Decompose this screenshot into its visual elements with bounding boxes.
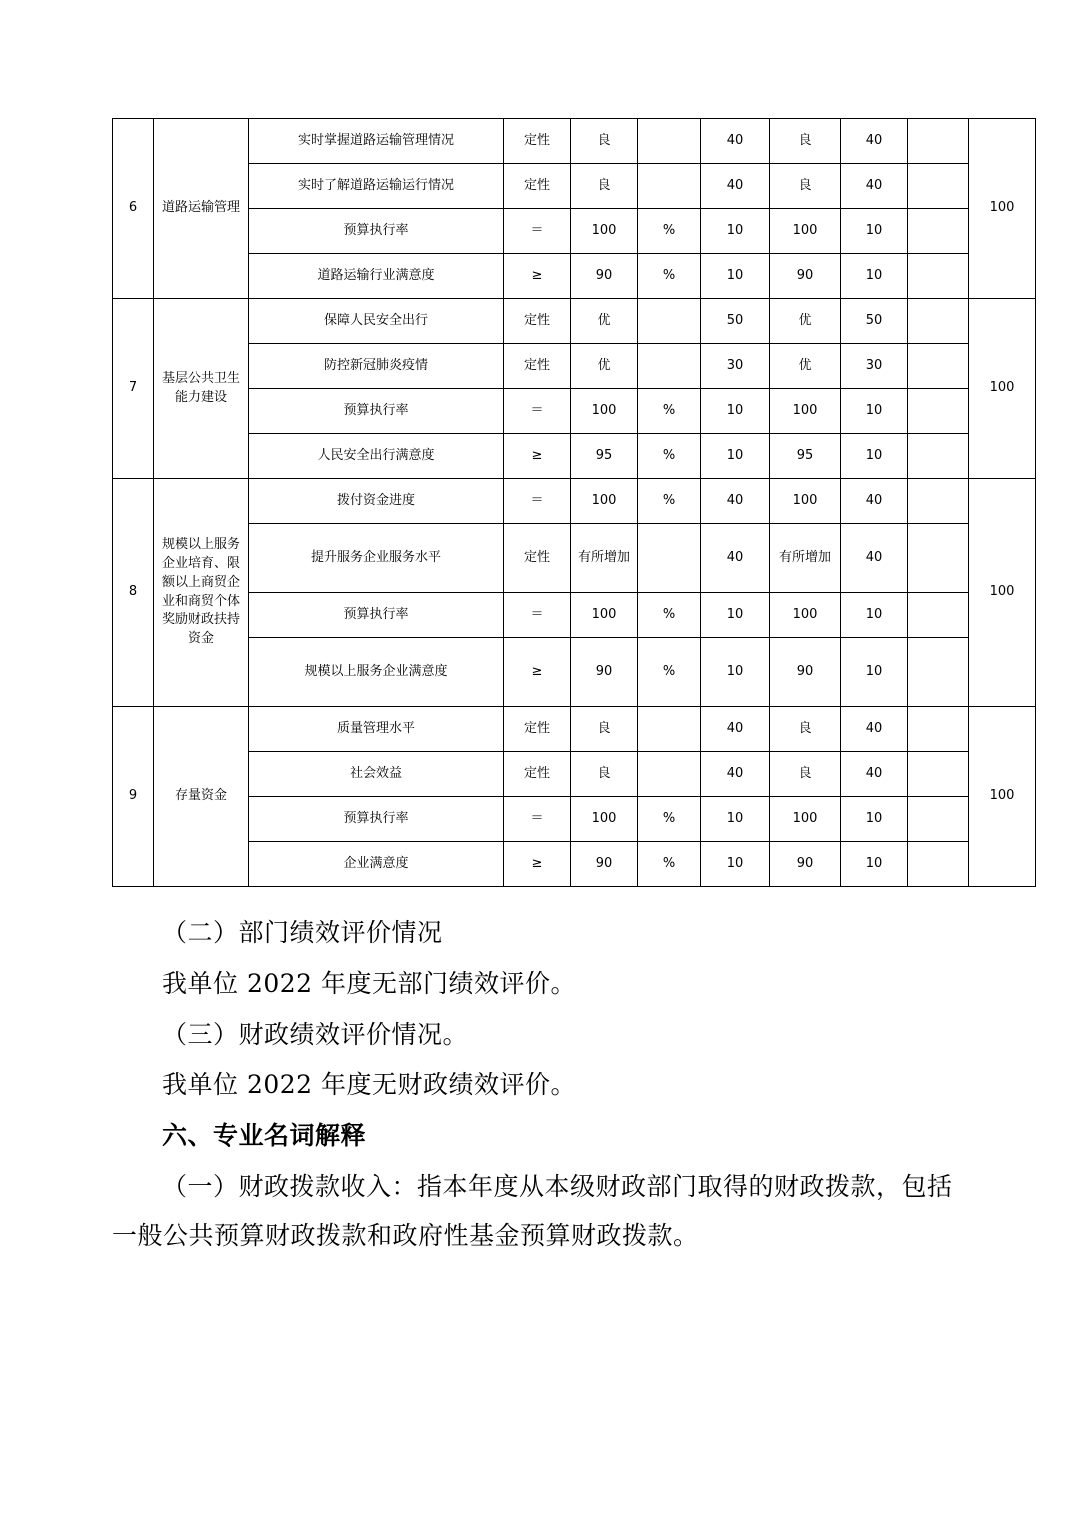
indicator-actual: 100 (770, 797, 841, 842)
project-name: 规模以上服务企业培育、限额以上商贸企业和商贸个体奖励财政扶持资金 (154, 479, 249, 707)
indicator-name: 人民安全出行满意度 (249, 434, 504, 479)
indicator-remark (908, 797, 969, 842)
indicator-target: 优 (571, 344, 638, 389)
indicator-unit (638, 752, 701, 797)
indicator-actual: 优 (770, 344, 841, 389)
indicator-unit (638, 299, 701, 344)
indicator-type: 定性 (504, 524, 571, 593)
indicator-actual: 90 (770, 254, 841, 299)
indicator-name: 规模以上服务企业满意度 (249, 638, 504, 707)
indicator-target: 95 (571, 434, 638, 479)
indicator-unit: % (638, 209, 701, 254)
indicator-actual: 90 (770, 638, 841, 707)
table-row (113, 524, 1036, 593)
indicator-unit: % (638, 593, 701, 638)
indicator-actual: 100 (770, 209, 841, 254)
indicator-remark (908, 299, 969, 344)
table-row (113, 638, 1036, 707)
indicator-remark (908, 524, 969, 593)
indicator-unit: % (638, 638, 701, 707)
row-index: 8 (113, 479, 154, 707)
indicator-target: 90 (571, 842, 638, 887)
indicator-name: 防控新冠肺炎疫情 (249, 344, 504, 389)
indicator-unit (638, 524, 701, 593)
indicator-weight: 40 (701, 524, 770, 593)
indicator-remark (908, 344, 969, 389)
indicator-type: ≥ (504, 842, 571, 887)
indicator-unit: % (638, 842, 701, 887)
indicator-type: ＝ (504, 209, 571, 254)
indicator-weight: 10 (701, 842, 770, 887)
indicator-score: 10 (841, 638, 908, 707)
project-total-score: 100 (969, 479, 1036, 707)
indicator-actual: 100 (770, 479, 841, 524)
indicator-actual: 95 (770, 434, 841, 479)
indicator-name: 拨付资金进度 (249, 479, 504, 524)
indicator-score: 10 (841, 797, 908, 842)
row-index: 7 (113, 299, 154, 479)
table-row (113, 752, 1036, 797)
table-row (113, 299, 1036, 344)
indicator-name: 实时掌握道路运输管理情况 (249, 119, 504, 164)
indicator-score: 40 (841, 752, 908, 797)
indicator-target: 100 (571, 479, 638, 524)
indicator-score: 10 (841, 209, 908, 254)
indicator-weight: 10 (701, 638, 770, 707)
indicator-remark (908, 707, 969, 752)
indicator-score: 40 (841, 164, 908, 209)
indicator-type: ＝ (504, 479, 571, 524)
indicator-score: 10 (841, 842, 908, 887)
indicator-type: ＝ (504, 797, 571, 842)
indicator-actual: 良 (770, 119, 841, 164)
indicator-unit: % (638, 479, 701, 524)
indicator-score: 10 (841, 254, 908, 299)
indicator-remark (908, 842, 969, 887)
indicator-weight: 30 (701, 344, 770, 389)
paragraph-dept-eval: 我单位 2022 年度无部门绩效评价。 (162, 968, 577, 998)
indicator-remark (908, 389, 969, 434)
indicator-remark (908, 752, 969, 797)
indicator-name: 社会效益 (249, 752, 504, 797)
indicator-actual: 90 (770, 842, 841, 887)
table-row (113, 119, 1036, 164)
indicator-score: 40 (841, 524, 908, 593)
indicator-remark (908, 164, 969, 209)
indicator-score: 30 (841, 344, 908, 389)
indicator-remark (908, 209, 969, 254)
indicator-weight: 40 (701, 164, 770, 209)
indicator-target: 100 (571, 389, 638, 434)
indicator-type: ＝ (504, 389, 571, 434)
indicator-weight: 10 (701, 254, 770, 299)
performance-indicator-table (112, 118, 1036, 887)
indicator-unit (638, 119, 701, 164)
table-row (113, 797, 1036, 842)
table-row (113, 164, 1036, 209)
indicator-target: 100 (571, 797, 638, 842)
indicator-unit (638, 344, 701, 389)
project-name: 基层公共卫生能力建设 (154, 299, 249, 479)
indicator-score: 40 (841, 119, 908, 164)
indicator-target: 90 (571, 254, 638, 299)
indicator-target: 100 (571, 209, 638, 254)
indicator-unit: % (638, 797, 701, 842)
indicator-name: 预算执行率 (249, 209, 504, 254)
indicator-name: 实时了解道路运输运行情况 (249, 164, 504, 209)
indicator-remark (908, 119, 969, 164)
indicator-remark (908, 638, 969, 707)
indicator-type: ＝ (504, 593, 571, 638)
indicator-actual: 100 (770, 389, 841, 434)
indicator-unit: % (638, 389, 701, 434)
indicator-type: 定性 (504, 119, 571, 164)
indicator-score: 40 (841, 707, 908, 752)
indicator-actual: 有所增加 (770, 524, 841, 593)
indicator-type: 定性 (504, 752, 571, 797)
indicator-target: 良 (571, 119, 638, 164)
table-row (113, 593, 1036, 638)
indicator-target: 优 (571, 299, 638, 344)
body-text-block (112, 909, 962, 1260)
indicator-remark (908, 434, 969, 479)
project-total-score: 100 (969, 119, 1036, 299)
indicator-type: 定性 (504, 707, 571, 752)
indicator-weight: 10 (701, 389, 770, 434)
indicator-type: ≥ (504, 254, 571, 299)
indicator-weight: 40 (701, 479, 770, 524)
project-total-score: 100 (969, 299, 1036, 479)
indicator-weight: 10 (701, 797, 770, 842)
table-row (113, 479, 1036, 524)
indicator-name: 保障人民安全出行 (249, 299, 504, 344)
indicator-type: 定性 (504, 164, 571, 209)
indicator-actual: 优 (770, 299, 841, 344)
indicator-remark (908, 479, 969, 524)
indicator-score: 50 (841, 299, 908, 344)
indicator-weight: 10 (701, 593, 770, 638)
project-name: 存量资金 (154, 707, 249, 887)
indicator-weight: 10 (701, 434, 770, 479)
table-body (113, 119, 1036, 887)
indicator-unit: % (638, 434, 701, 479)
section-heading-six: 六、专业名词解释 (162, 1121, 367, 1150)
table-row (113, 209, 1036, 254)
indicator-type: ≥ (504, 434, 571, 479)
table-row (113, 842, 1036, 887)
indicator-type: ≥ (504, 638, 571, 707)
indicator-name: 预算执行率 (249, 389, 504, 434)
indicator-weight: 40 (701, 119, 770, 164)
table-row (113, 707, 1036, 752)
indicator-actual: 良 (770, 752, 841, 797)
indicator-weight: 40 (701, 752, 770, 797)
indicator-weight: 50 (701, 299, 770, 344)
indicator-target: 100 (571, 593, 638, 638)
project-name: 道路运输管理 (154, 119, 249, 299)
indicator-type: 定性 (504, 344, 571, 389)
indicator-weight: 10 (701, 209, 770, 254)
table-row (113, 254, 1036, 299)
indicator-remark (908, 593, 969, 638)
indicator-actual: 良 (770, 707, 841, 752)
paragraph-fiscal-eval: 我单位 2022 年度无财政绩效评价。 (162, 1070, 577, 1100)
indicator-remark (908, 254, 969, 299)
row-index: 6 (113, 119, 154, 299)
indicator-target: 90 (571, 638, 638, 707)
indicator-target: 良 (571, 752, 638, 797)
indicator-name: 质量管理水平 (249, 707, 504, 752)
indicator-target: 良 (571, 707, 638, 752)
section-heading-2: （二）部门绩效评价情况 (162, 918, 443, 947)
indicator-score: 10 (841, 434, 908, 479)
paragraph-term-definition: （一）财政拨款收入：指本年度从本级财政部门取得的财政拨款，包括一般公共预算财政拨款和政府性基金预算财政拨款。 (112, 1171, 953, 1250)
indicator-unit (638, 164, 701, 209)
indicator-unit: % (638, 254, 701, 299)
indicator-score: 10 (841, 593, 908, 638)
indicator-score: 10 (841, 389, 908, 434)
indicator-unit (638, 707, 701, 752)
section-heading-3: （三）财政绩效评价情况。 (162, 1019, 469, 1049)
indicator-type: 定性 (504, 299, 571, 344)
indicator-name: 道路运输行业满意度 (249, 254, 504, 299)
indicator-actual: 良 (770, 164, 841, 209)
indicator-name: 预算执行率 (249, 593, 504, 638)
indicator-target: 有所增加 (571, 524, 638, 593)
table-row (113, 434, 1036, 479)
table-row (113, 389, 1036, 434)
indicator-name: 预算执行率 (249, 797, 504, 842)
indicator-name: 提升服务企业服务水平 (249, 524, 504, 593)
indicator-name: 企业满意度 (249, 842, 504, 887)
table-row (113, 344, 1036, 389)
row-index: 9 (113, 707, 154, 887)
indicator-score: 40 (841, 479, 908, 524)
indicator-weight: 40 (701, 707, 770, 752)
indicator-target: 良 (571, 164, 638, 209)
indicator-actual: 100 (770, 593, 841, 638)
project-total-score: 100 (969, 707, 1036, 887)
